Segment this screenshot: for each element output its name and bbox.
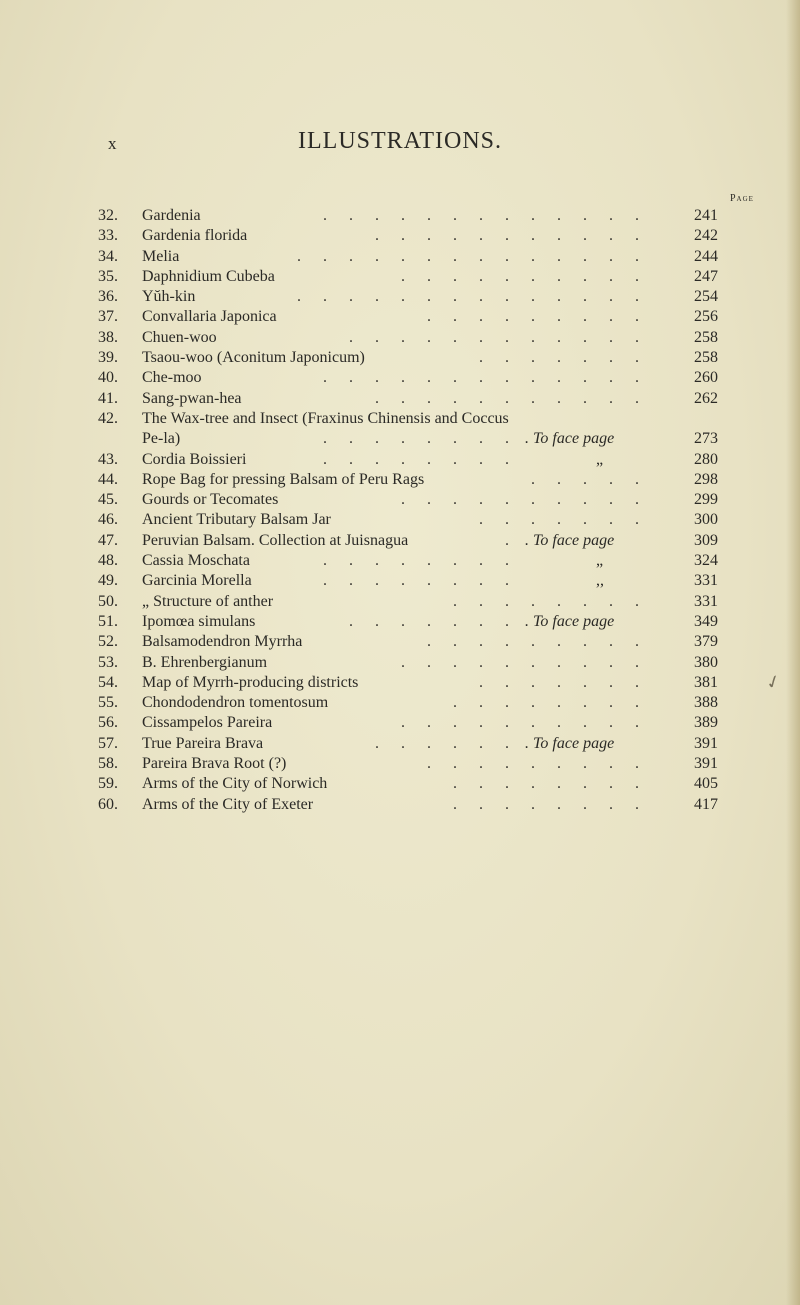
list-item xyxy=(98,693,718,713)
entry-title: B. Ehrenbergianum xyxy=(142,653,268,671)
entry-number: 54. xyxy=(98,673,118,691)
entry-leader-dots: . . . . . . . . . . . . . . xyxy=(297,247,648,265)
entry-page: 379 xyxy=(694,633,718,651)
entry-ditto: „ xyxy=(596,552,604,570)
entry-number: 59. xyxy=(98,775,118,793)
running-header xyxy=(0,128,800,158)
entry-title: Convallaria Japonica xyxy=(142,308,277,326)
entry-title: Yŭh-kin xyxy=(142,288,196,306)
entry-leader-dots: . . . . . . . xyxy=(349,612,518,630)
entry-leader-dots: . . . . . . . . . xyxy=(427,308,648,326)
entry-leader-dots: . . . . . . . . . xyxy=(427,633,648,651)
entry-title: Balsamodendron Myrrha xyxy=(142,633,303,651)
entry-number: 58. xyxy=(98,755,118,773)
entry-number: 45. xyxy=(98,491,118,509)
list-item xyxy=(98,429,718,449)
entry-page: 280 xyxy=(694,450,718,468)
list-item xyxy=(98,612,718,632)
entry-title: Cissampelos Pareira xyxy=(142,714,273,732)
entry-title: Cassia Moschata xyxy=(142,552,250,570)
list-item xyxy=(98,734,718,754)
list-item xyxy=(98,348,718,368)
entry-number: 56. xyxy=(98,714,118,732)
list-item xyxy=(98,206,718,226)
entry-title: Chuen-woo xyxy=(142,328,217,346)
entry-page: 247 xyxy=(694,267,718,285)
entry-number: 33. xyxy=(98,227,118,245)
list-item xyxy=(98,267,718,287)
entry-title: Melia xyxy=(142,247,180,265)
entry-page: 309 xyxy=(694,531,718,549)
list-item xyxy=(98,774,718,794)
entry-number: 34. xyxy=(98,247,118,265)
entry-leader-dots: . . . . . . . . xyxy=(323,450,518,468)
entry-title: Ipomœa simulans xyxy=(142,612,256,630)
entry-page: 258 xyxy=(694,328,718,346)
entry-leader-dots: . . . . . . . xyxy=(479,349,648,367)
list-item xyxy=(98,795,718,815)
entry-number: 38. xyxy=(98,328,118,346)
entry-page: 262 xyxy=(694,389,718,407)
list-item xyxy=(98,673,718,693)
list-item xyxy=(98,490,718,510)
entry-page: 405 xyxy=(694,775,718,793)
entry-number: 39. xyxy=(98,349,118,367)
list-item xyxy=(98,226,718,246)
entry-leader-dots: . . . . . . . . xyxy=(323,572,518,590)
entry-leader-dots: . . . . . . . . . . . xyxy=(375,227,648,245)
list-item xyxy=(98,287,718,307)
entry-title: Sang-pwan-hea xyxy=(142,389,242,407)
entry-number: 42. xyxy=(98,409,118,427)
entry-title: True Pareira Brava xyxy=(142,734,264,752)
entry-number: 46. xyxy=(98,511,118,529)
entry-title: Gardenia xyxy=(142,207,201,224)
entry-number: 57. xyxy=(98,734,118,752)
margin-pencil-mark: ✓ xyxy=(762,670,784,695)
entry-number: 55. xyxy=(98,694,118,712)
entry-title: Gourds or Tecomates xyxy=(142,491,279,509)
entry-leader-dots: . . . . . . . . . . . xyxy=(375,389,648,407)
entry-page: 273 xyxy=(694,430,718,448)
entry-leader-dots: . . . . . . . . xyxy=(453,694,648,712)
entry-leader-dots: . . . . . . . . xyxy=(453,775,648,793)
entry-number: 52. xyxy=(98,633,118,651)
entry-title: Arms of the City of Exeter xyxy=(142,795,314,813)
entry-page: 241 xyxy=(694,207,718,224)
entry-number: 37. xyxy=(98,308,118,326)
entry-title: Pareira Brava Root (?) xyxy=(142,755,287,773)
entry-page: 331 xyxy=(694,592,718,610)
list-item xyxy=(98,247,718,267)
entry-number: 43. xyxy=(98,450,118,468)
entry-number: 40. xyxy=(98,369,118,387)
entry-title: Pe-la) xyxy=(142,430,181,448)
entry-leader-dots: . . . . . . . . . . xyxy=(401,714,648,732)
list-item xyxy=(98,632,718,652)
page-title: ILLUSTRATIONS. xyxy=(298,128,502,154)
entry-page: 389 xyxy=(694,714,718,732)
entry-page: 388 xyxy=(694,694,718,712)
entry-page: 331 xyxy=(694,572,718,590)
list-item xyxy=(98,653,718,673)
entry-leader-dots: . . . . . . . . . . . . xyxy=(349,328,648,346)
list-item xyxy=(98,713,718,733)
list-item xyxy=(98,592,718,612)
entry-page: 254 xyxy=(694,288,718,306)
entry-page: 256 xyxy=(694,308,718,326)
entry-leader-dots: . . . . . xyxy=(531,470,648,488)
entry-number: 44. xyxy=(98,470,118,488)
entry-page: 260 xyxy=(694,369,718,387)
entry-leader-dots: . . . . . . . . xyxy=(323,552,518,570)
entry-page: 300 xyxy=(694,511,718,529)
page-number: x xyxy=(108,134,117,153)
entry-number: 41. xyxy=(98,389,118,407)
entry-note: . To face page xyxy=(525,430,615,448)
entry-title: Ancient Tributary Balsam Jar xyxy=(142,511,331,529)
entry-leader-dots: . xyxy=(505,531,518,549)
list-item xyxy=(98,754,718,774)
entry-leader-dots: . . . . . . . xyxy=(479,511,648,529)
entry-number: 50. xyxy=(98,592,118,610)
entry-note: . To face page xyxy=(525,612,615,630)
entry-leader-dots: . . . . . . . . xyxy=(323,430,518,448)
list-item xyxy=(98,510,718,530)
entry-title: Chondodendron tomentosum xyxy=(142,694,329,712)
entry-number: 36. xyxy=(98,288,118,306)
entry-page: 298 xyxy=(694,470,718,488)
entry-leader-dots: . . . . . . xyxy=(375,734,518,752)
entry-leader-dots: . . . . . . . . xyxy=(453,795,648,813)
entry-number: 32. xyxy=(98,207,118,224)
page-edge-shadow xyxy=(786,0,800,1305)
list-item xyxy=(98,409,718,429)
entry-title: Arms of the City of Norwich xyxy=(142,775,328,793)
entry-title: Gardenia florida xyxy=(142,227,248,245)
entry-leader-dots: . . . . . . . xyxy=(479,673,648,691)
entry-number: 49. xyxy=(98,572,118,590)
entry-page: 381 xyxy=(694,673,718,691)
entry-leader-dots: . . . . . . . . . . . . . xyxy=(323,207,648,224)
illustrations-list xyxy=(98,206,718,815)
entry-title: Daphnidium Cubeba xyxy=(142,267,275,285)
entry-leader-dots: . . . . . . . . . . . . . xyxy=(323,369,648,387)
entry-number: 60. xyxy=(98,795,118,813)
entry-title: Rope Bag for pressing Balsam of Peru Rags xyxy=(142,470,425,488)
entry-title: The Wax-tree and Insect (Fraxinus Chinensis and Coccus xyxy=(142,409,509,427)
entry-number: 51. xyxy=(98,612,118,630)
entry-title: Che-moo xyxy=(142,369,202,387)
entry-page: 349 xyxy=(694,612,718,630)
list-item xyxy=(98,307,718,327)
entry-note: . To face page xyxy=(525,734,615,752)
entry-title: Cordia Boissieri xyxy=(142,450,247,468)
list-item xyxy=(98,571,718,591)
entry-leader-dots: . . . . . . . . . xyxy=(427,755,648,773)
entry-leader-dots: . . . . . . . . . . xyxy=(401,653,648,671)
list-item xyxy=(98,470,718,490)
entry-ditto: ,, xyxy=(596,572,604,590)
entry-leader-dots: . . . . . . . . . . . . . . xyxy=(297,288,648,306)
entry-note: . To face page xyxy=(525,531,615,549)
list-item xyxy=(98,551,718,571)
entry-page: 380 xyxy=(694,653,718,671)
entry-title: „ Structure of anther xyxy=(142,592,274,610)
entry-leader-dots: . . . . . . . . xyxy=(453,592,648,610)
entry-title: Garcinia Morella xyxy=(142,572,252,590)
entry-title: Map of Myrrh-producing districts xyxy=(142,673,359,691)
page-column-label: Page xyxy=(730,193,754,204)
entry-number: 48. xyxy=(98,552,118,570)
entry-ditto: „ xyxy=(596,450,604,468)
list-item xyxy=(98,328,718,348)
entry-title: Peruvian Balsam. Collection at Juisnagua xyxy=(142,531,409,549)
entry-page: 391 xyxy=(694,734,718,752)
entry-page: 299 xyxy=(694,491,718,509)
list-item xyxy=(98,368,718,388)
entry-title: Tsaou-woo (Aconitum Japonicum) xyxy=(142,349,365,367)
entry-page: 244 xyxy=(694,247,718,265)
entry-page: 242 xyxy=(694,227,718,245)
entry-number: 47. xyxy=(98,531,118,549)
entry-page: 324 xyxy=(694,552,718,570)
entry-number: 35. xyxy=(98,267,118,285)
entry-number: 53. xyxy=(98,653,118,671)
entry-leader-dots: . . . . . . . . . . xyxy=(401,267,648,285)
entry-page: 417 xyxy=(694,795,718,813)
list-item xyxy=(98,531,718,551)
list-item xyxy=(98,389,718,409)
entry-page: 391 xyxy=(694,755,718,773)
list-item xyxy=(98,450,718,470)
entry-page: 258 xyxy=(694,349,718,367)
entry-leader-dots: . . . . . . . . . . xyxy=(401,491,648,509)
